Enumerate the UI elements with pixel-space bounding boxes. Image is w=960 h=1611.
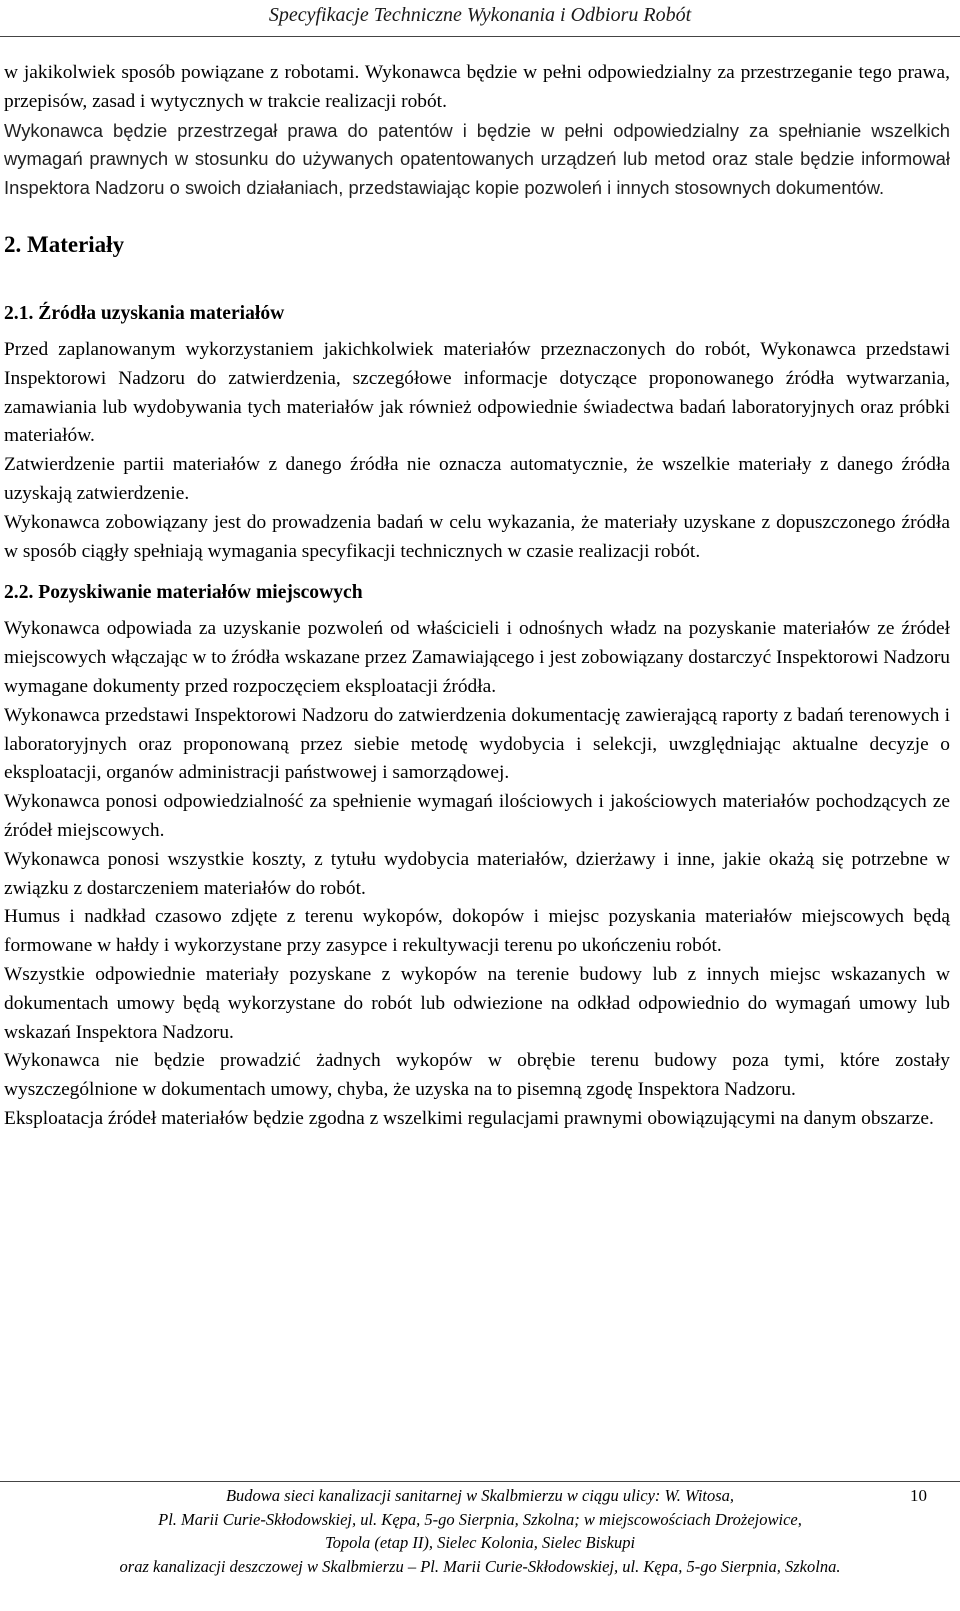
- footer-line-3: Topola (etap II), Sielec Kolonia, Sielec Biskupi: [324, 1533, 636, 1552]
- paragraph: Przed zaplanowanym wykorzystaniem jakichkolwiek materiałów przeznaczonych do robót, Wykonawca przedstawi Inspektorowi Nadzoru do zatwierdzenia, szczegółowe informacje dotyczące proponowanego źródła wytwarzania, zamawiania lub wydobywania tych materiałów jak również odpowiednie świadectwa badań laboratoryjnych oraz próbki materiałów.: [4, 338, 950, 447]
- paragraph: Humus i nadkład czasowo zdjęte z terenu wykopów, dokopów i miejsc pozyskania materiałów miejscowych będą formowane w hałdy i wykorzystane przy zasypce i rekultywacji terenu po ukończeniu robót.: [4, 906, 950, 957]
- paragraph: Wykonawca ponosi odpowiedzialność za spełnienie wymagań ilościowych i jakościowych materiałów pochodzących ze źródeł miejscowych.: [4, 791, 950, 841]
- section-heading-2-2: 2.2. Pozyskiwanie materiałów miejscowych: [4, 582, 363, 604]
- paragraph: Wykonawca zobowiązany jest do prowadzenia badań w celu wykazania, że materiały uzyskane z dopuszczonego źródła w sposób ciągły spełniają wymagania specyfikacji technicznych w czasie realizacji robót.: [4, 511, 950, 562]
- footer-line-1: Budowa sieci kanalizacji sanitarnej w Skalbmierzu w ciągu ulicy: W. Witosa,: [225, 1486, 735, 1505]
- page-number: 10: [910, 1486, 927, 1505]
- page-footer: [0, 1484, 960, 1578]
- section-heading-2-1: 2.1. Źródła uzyskania materiałów: [4, 302, 285, 324]
- footer-line-2: Pl. Marii Curie-Skłodowskiej, ul. Kępa, 5-go Sierpnia, Szkolna; w miejscowościach Drożejowice,: [158, 1509, 802, 1529]
- paragraph: Wykonawca nie będzie prowadzić żadnych wykopów w obrębie terenu budowy poza tymi, które zostały wyszczególnione w dokumentach umowy, chyba, że uzyska na to pisemną zgodę Inspektora Nadzoru.: [4, 1050, 950, 1101]
- intro-paragraph-1: w jakikolwiek sposób powiązane z robotami. Wykonawca będzie w pełni odpowiedzialny za przestrzeganie tego prawa, przepisów, zasad i wytycznych w trakcie realizacji robót.: [4, 62, 950, 112]
- footer-line-4: oraz kanalizacji deszczowej w Skalbmierzu – Pl. Marii Curie-Skłodowskiej, ul. Kępa, 5-go Sierpnia, Szkolna.: [119, 1556, 841, 1576]
- page-header: [0, 0, 960, 30]
- document-body: [4, 40, 950, 1134]
- section-2-2-content: [4, 615, 950, 1133]
- paragraph: Wykonawca ponosi wszystkie koszty, z tytułu wydobycia materiałów, dzierżawy i inne, jakie okażą się potrzebne w związku z dostarczeniem materiałów do robót.: [4, 848, 950, 899]
- paragraph: Wykonawca odpowiada za uzyskanie pozwoleń od właścicieli i odnośnych władz na pozyskanie materiałów ze źródeł miejscowych włączając w to źródła wskazane przez Zamawiającego i jest zobowiązany dostarczyć Inspektorowi Nadzoru wymagane dokumenty przed rozpoczęciem eksploatacji źródła.: [4, 618, 950, 697]
- paragraph: Zatwierdzenie partii materiałów z danego źródła nie oznacza automatycznie, że wszelkie materiały z danego źródła uzyskają zatwierdzenie.: [4, 454, 950, 504]
- section-2-1-content: [4, 336, 950, 566]
- header-title: Specyfikacje Techniczne Wykonania i Odbioru Robót: [268, 4, 692, 26]
- header-rule: [0, 36, 960, 37]
- paragraph: Wszystkie odpowiednie materiały pozyskane z wykopów na terenie budowy lub z innych miejsc wskazanych w dokumentach umowy będą wykorzystane do robót lub odwiezione na odkład odpowiednio do wymagań umowy lub wskazań Inspektora Nadzoru.: [4, 963, 950, 1043]
- footer-rule: [0, 1481, 960, 1482]
- intro-paragraph-2: Wykonawca będzie przestrzegał prawa do patentów i będzie w pełni odpowiedzialny za spełnianie wszelkich wymagań prawnych w stosunku do używanych opatentowanych urządzeń lub metod oraz stale będzie informował Inspektora Nadzoru o swoich działaniach, przedstawiając kopie pozwoleń i innych stosownych dokumentów.: [4, 119, 950, 199]
- paragraph: Wykonawca przedstawi Inspektorowi Nadzoru do zatwierdzenia dokumentację zawierającą raporty z badań terenowych i laboratoryjnych oraz proponowaną przez siebie metodę wydobycia i selekcji, uwzględniając aktualne decyzje o eksploatacji, organów administracji państwowej i samorządowej.: [4, 704, 950, 784]
- section-heading-materials: 2. Materiały: [4, 231, 125, 257]
- paragraph: Eksploatacja źródeł materiałów będzie zgodna z wszelkimi regulacjami prawnymi obowiązującymi na danym obszarze.: [4, 1107, 934, 1129]
